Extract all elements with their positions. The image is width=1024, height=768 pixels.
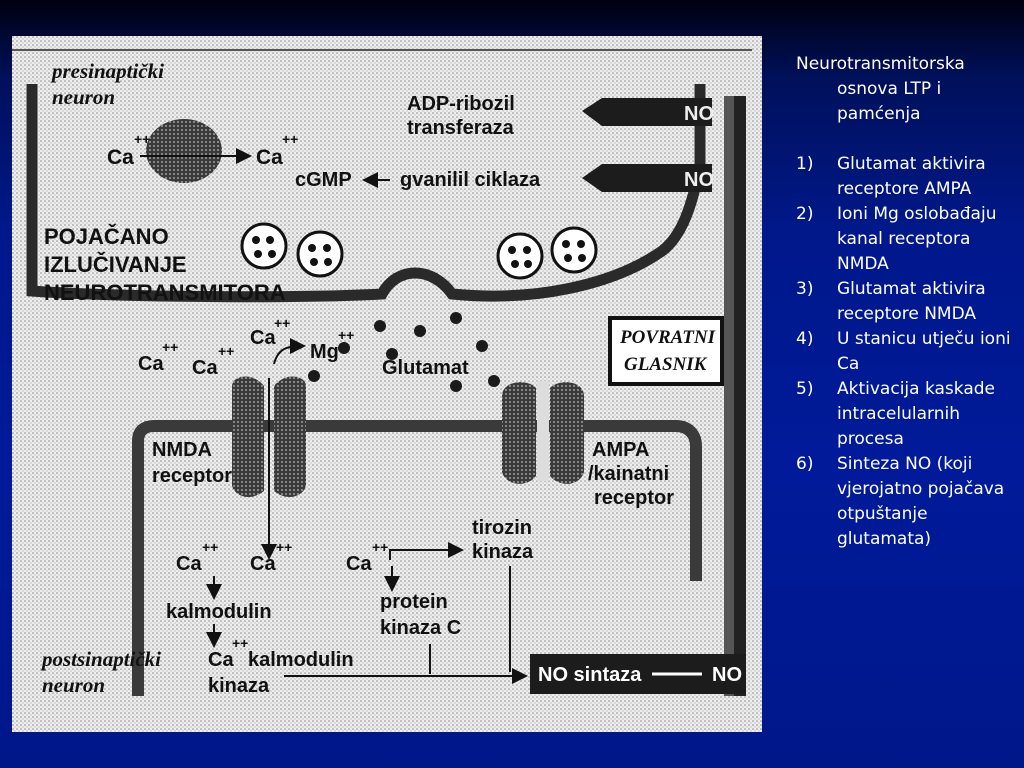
no-arrow-middle <box>582 164 714 192</box>
step-text: Glutamat aktivira receptore AMPA <box>837 154 986 199</box>
step-text: U stanicu utječu ioni Ca <box>837 329 1011 374</box>
ampa-label-1: AMPA <box>592 439 650 461</box>
ampa-label-3: receptor <box>594 487 675 509</box>
ca-charge-4: ++ <box>218 343 235 359</box>
ca-synapse-1: Ca <box>138 353 164 375</box>
mg-label: Mg <box>310 341 339 363</box>
step-text: Glutamat aktivira receptore NMDA <box>837 279 986 324</box>
list-item <box>796 152 1018 202</box>
list-item <box>796 377 1018 452</box>
no-sintaza-label: NO sintaza <box>538 664 642 686</box>
nmda-label-1: NMDA <box>152 439 212 461</box>
ca-charge-5: ++ <box>274 315 291 331</box>
povratni-label-1: POVRATNI <box>620 327 716 348</box>
no-label-bottom: NO <box>712 664 742 686</box>
list-item <box>796 277 1018 327</box>
ampa-label-2: /kainatni <box>588 463 670 485</box>
protein-label-1: protein <box>380 591 448 613</box>
ca-charge-1: ++ <box>134 131 151 147</box>
ca-presyn-right: Ca <box>256 146 283 169</box>
no-label-middle: NO <box>684 169 714 191</box>
postsynaptic-label-2: neuron <box>42 673 106 697</box>
ca-synapse-3: Ca <box>250 327 276 349</box>
tirozin-label-1: tirozin <box>472 517 532 539</box>
mg-charge: ++ <box>338 327 355 343</box>
list-item <box>796 202 1018 277</box>
step-number: 1) <box>796 154 814 174</box>
glutamat-label: Glutamat <box>382 357 469 379</box>
step-number: 5) <box>796 379 814 399</box>
ca-charge-6: ++ <box>202 539 219 555</box>
vesicle-2 <box>298 232 342 276</box>
presynaptic-label-1: presinaptički <box>52 59 165 83</box>
release-label-2: IZLUČIVANJE <box>44 252 187 277</box>
ca-cell-1: Ca <box>176 553 202 575</box>
step-text: Ioni Mg oslobađaju kanal receptora NMDA <box>837 204 997 274</box>
kalmodulin-label: kalmodulin <box>166 601 272 623</box>
no-label-top: NO <box>684 103 714 125</box>
povratni-glasnik-box <box>610 318 722 384</box>
adp-label-1: ADP-ribozil <box>407 93 515 115</box>
step-text: Aktivacija kaskade intracelularnih procesa <box>837 379 995 449</box>
ca-charge-2: ++ <box>282 131 299 147</box>
list-item <box>796 327 1018 377</box>
no-arrow-top <box>582 98 714 126</box>
ca-kalmodulin-label-1: kalmodulin <box>248 649 354 671</box>
list-item <box>796 452 1018 552</box>
ca-kalmodulin-label-2: kinaza <box>208 675 270 697</box>
ca-synapse-2: Ca <box>192 357 218 379</box>
vesicle-3 <box>498 234 542 278</box>
step-text: Sinteza NO (koji vjerojatno pojačava otpuštanje glutamata) <box>837 454 1005 549</box>
tirozin-label-2: kinaza <box>472 541 534 563</box>
presynaptic-ca-channel <box>146 119 222 183</box>
ca-charge-7: ++ <box>276 539 293 555</box>
steps-list <box>796 152 1018 552</box>
step-number: 3) <box>796 279 814 299</box>
postsynaptic-label-1: postsinaptički <box>42 647 162 671</box>
presynaptic-label-2: neuron <box>52 85 116 109</box>
release-label-1: POJAČANO <box>44 224 169 249</box>
gvanilil-label: gvanilil ciklaza <box>400 169 541 191</box>
ca-cell-2: Ca <box>250 553 276 575</box>
sidebar-heading: Neurotransmitorska osnova LTP i pamćenja <box>796 54 965 124</box>
ca-charge-3: ++ <box>162 339 179 355</box>
adp-label-2: transferaza <box>407 117 514 139</box>
ca-charge-8: ++ <box>232 635 249 651</box>
ca-cell-4: Ca <box>346 553 372 575</box>
vesicle-1 <box>242 224 286 268</box>
protein-label-2: kinaza C <box>380 617 462 639</box>
no-sintaza-bar <box>530 654 746 694</box>
nmda-label-2: receptor <box>152 465 233 487</box>
vesicle-4 <box>552 228 596 272</box>
ampa-receptor <box>502 381 584 484</box>
povratni-label-2: GLASNIK <box>624 354 707 375</box>
ca-cell-3: Ca <box>208 649 234 671</box>
ca-charge-9: ++ <box>372 539 389 555</box>
step-number: 2) <box>796 204 814 224</box>
cgmp-label: cGMP <box>295 169 352 191</box>
sidebar-text <box>796 52 1018 552</box>
synapse-diagram <box>12 36 762 732</box>
step-number: 6) <box>796 454 814 474</box>
ca-presyn-left: Ca <box>107 146 134 169</box>
release-label-3: NEUROTRANSMITORA <box>44 280 286 305</box>
step-number: 4) <box>796 329 814 349</box>
